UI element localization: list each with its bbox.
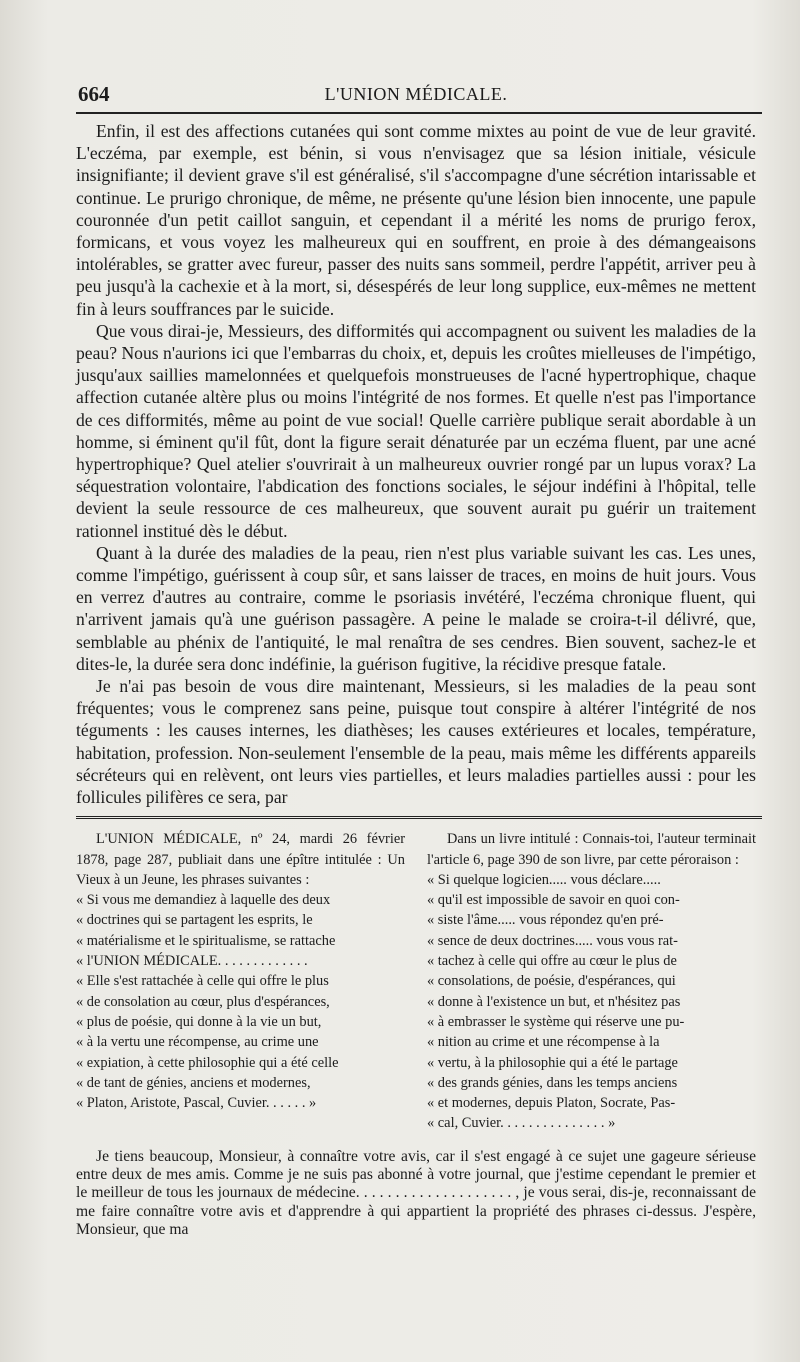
paragraph-1: Enfin, il est des affections cutanées qui sont comme mixtes au point de vue de leur gravité. L'eczéma, par exemple, est bénin, si vous n'envisagez que sa lésion initiale, vésicule insignifiante; il devient grave s'il est généralisé, s'il s'accompagne d'une sécrétion intarissable et continue. Le prurigo chronique, de même, ne présente qu'une lésion bien innocente, une papule couronnée d'un petit caillot sanguin, et cependant il a mérité les noms de prurigo ferox, formicans, et vous voyez les malheureux qui en souffrent, en proie à des démangeaisons intolérables, se gratter avec fureur, passer des nuits sans sommeil, perdre l'appétit, arriver peu à peu jusqu'à la cachexie et à la mort, si, désespérés de leur long supplice, eux-mêmes ne mettent fin à leurs souffrances par le suicide. [76,121,756,319]
quote-line: « Si vous me demandiez à laquelle des deux [76,892,331,909]
quote-line: « expiation, à cette philosophie qui a été celle [76,1054,339,1071]
quote-line: « sence de deux doctrines..... vous vous rat- [427,932,678,949]
paragraph-3: Quant à la durée des maladies de la peau, rien n'est plus variable suivant les cas. Les unes, comme l'impétigo, guérissent à coup sûr, et sans laisser de traces, en moins de huit jours. Vous en verrez d'autres au contraire, comme le psoriasis invétéré, l'eczéma chronique fluent, qui n'arrivent jamais qu'à une guérison passagère. A peine le malade se croira-t-il délivré, que, semblable au phénix de l'antiquité, le mal renaîtra de ses cendres. Bien souvent, sachez-le et dites-le, la durée sera donc indéfinie, la guérison fugitive, la récidive presque fatale. [76,542,756,674]
main-text [76,120,756,808]
quote-line: « Si quelque logicien..... vous déclare..... [427,871,661,888]
quote-line: « donne à l'existence un but, et n'hésitez pas [427,993,681,1010]
quote-line: « siste l'âme..... vous répondez qu'en pré- [427,912,664,929]
quote-line: « matérialisme et le spiritualisme, se rattache [76,932,336,949]
quote-line: « Platon, Aristote, Pascal, Cuvier. . . . . . » [76,1095,317,1112]
notes-section [76,829,756,1133]
letter-paragraph: Je tiens beaucoup, Monsieur, à connaître votre avis, car il s'est engagé à ce sujet une gageure sérieuse entre deux de mes amis. Comme je ne suis pas abonné à votre journal, que j'estime cependant le premier et le meilleur de tous les journaux de médecine. . . . . . . . . . . . . . . . . . . . , je vous serai, dis-je, reconnaissant de me faire connaître votre avis et d'apprendre à qui appartient la propriété des phrases ci-dessus. J'espère, Monsieur, que ma [76,1147,756,1238]
quote-line: « consolations, de poésie, d'espérances, qui [427,973,676,990]
quote-line: « qu'il est impossible de savoir en quoi con- [427,892,680,909]
header-rule [76,112,762,114]
quote-line: « à embrasser le système qui réserve une pu- [427,1013,685,1030]
quote-line: « l'UNION MÉDICALE. . . . . . . . . . . . . [76,953,308,970]
quote-line: « et modernes, depuis Platon, Socrate, Pas- [427,1095,676,1112]
left-intro: L'UNION MÉDICALE, nº 24, mardi 26 février 1878, page 287, publiait dans une épître intitulée : Un Vieux à un Jeune, les phrases suivantes : [76,831,405,888]
quote-line: « vertu, à la philosophie qui a été le partage [427,1054,678,1071]
quote-line: « nition au crime et une récompense à la [427,1034,660,1051]
paragraph-2: Que vous dirai-je, Messieurs, des difformités qui accompagnent ou suivent les maladies de la peau? Nous n'aurions ici que l'embarras du choix, et, depuis les croûtes mielleuses de l'impétigo, jusqu'aux saillies mamelonnées et quelquefois monstrueuses de l'acné hypertrophique, chaque affection cutanée altère plus ou moins l'intégrité de nos formes. Et quelle n'est pas l'importance de ces difformités, même au point de vue social! Quelle carrière publique serait abordable à un homme, si éminent qu'il fût, dont la figure serait dénaturée par un eczéma fluent, par une acné hypertrophique? Quel atelier s'ouvrirait à un malheureux ouvrier rongé par un lupus vorax? La séquestration volontaire, l'abdication des fonctions sociales, le séjour indéfini à l'hôpital, telle devient la seule ressource de ces malheureux, que souvent aurait pu guérir un traitement rationnel institué dès le début. [76,320,756,541]
page-number: 664 [78,82,110,106]
quote-line: « des grands génies, dans les temps anciens [427,1074,678,1091]
quote-line: « de tant de génies, anciens et modernes, [76,1074,311,1091]
quote-line: « doctrines qui se partagent les esprits, le [76,912,313,929]
quote-line: « Elle s'est rattachée à celle qui offre le plus [76,973,329,990]
notes-right-column [427,829,756,1133]
quote-line: « cal, Cuvier. . . . . . . . . . . . . . . » [427,1115,616,1132]
notes-divider [76,816,762,819]
left-quote [76,890,405,1113]
notes-left-column [76,829,405,1133]
quote-line: « à la vertu une récompense, au crime une [76,1034,319,1051]
page-header [76,78,756,112]
right-intro: Dans un livre intitulé : Connais-toi, l'auteur terminait l'article 6, page 390 de son livre, par cette péroraison : [427,831,756,868]
quote-line: « de consolation au cœur, plus d'espérances, [76,993,330,1010]
quote-line: « tachez à celle qui offre au cœur le plus de [427,953,677,970]
right-quote [427,870,756,1134]
running-title: L'UNION MÉDICALE. [324,84,508,104]
paragraph-4: Je n'ai pas besoin de vous dire maintenant, Messieurs, si les maladies de la peau sont fréquentes; vous le comprenez sans peine, puisque tout conspire à altérer l'intégrité de nos téguments : les causes internes, les diathèses; les causes extérieures et locales, température, habitation, profession. Non-seulement l'ensemble de la peau, mais même les différents appareils sécréteurs qui en relèvent, ont leurs vies partielles, et leurs maladies partielles aussi : pour les follicules pilifères ce sera, par [76,676,756,808]
quote-line: « plus de poésie, qui donne à la vie un but, [76,1013,322,1030]
